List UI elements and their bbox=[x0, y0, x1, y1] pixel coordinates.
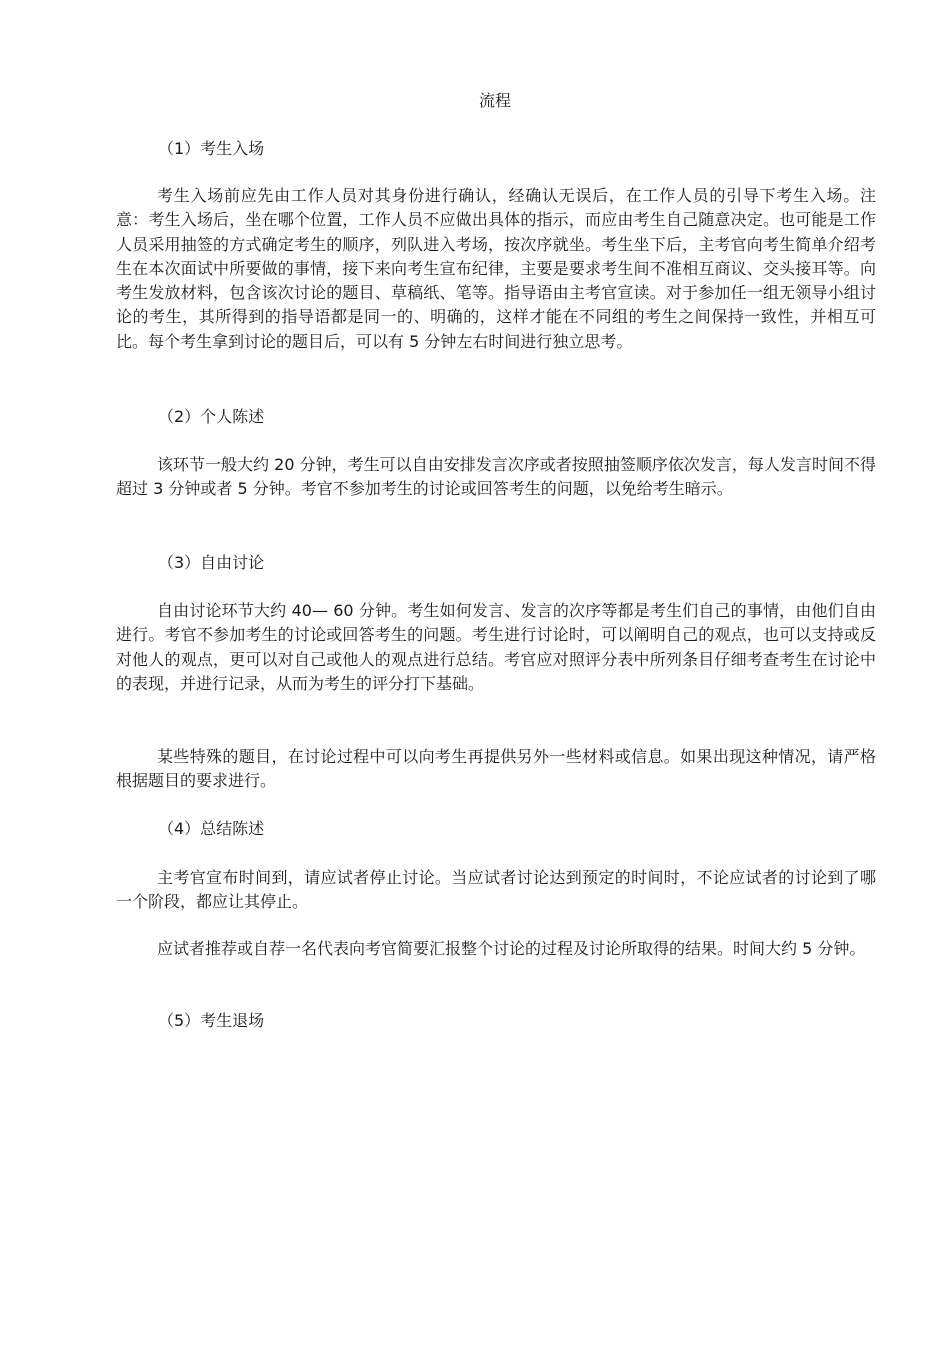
section-heading-summary: （4）总结陈述 bbox=[158, 819, 265, 838]
section-heading-entry: （1）考生入场 bbox=[158, 139, 265, 158]
section-heading-discussion: （3）自由讨论 bbox=[158, 553, 265, 572]
section-heading-exit: （5）考生退场 bbox=[158, 1011, 265, 1030]
paragraph-discussion: 自由讨论环节大约 40— 60 分钟。考生如何发言、发言的次序等都是考生们自己的事情，由他们自由进行。考官不参加考生的讨论或回答考生的问题。考生进行讨论时，可以阐明自己的观点，也可以支持或反对他人的观点，更可以对自己或他人的观点进行总结。考官应对照评分表中所列条目仔细考查考生在讨论中的表现，并进行记录，从而为考生的评分打下基础。 bbox=[116, 601, 876, 693]
paragraph-discussion-materials: 某些特殊的题目，在讨论过程中可以向考生再提供另外一些材料或信息。如果出现这种情况，请严格根据题目的要求进行。 bbox=[116, 747, 876, 791]
paragraph-statement: 该环节一般大约 20 分钟，考生可以自由安排发言次序或者按照抽签顺序依次发言，每人发言时间不得超过 3 分钟或者 5 分钟。考官不参加考生的讨论或回答考生的问题，以免给考生暗示。 bbox=[116, 455, 876, 499]
section-heading-statement: （2）个人陈述 bbox=[158, 407, 265, 426]
paragraph-summary: 主考官宣布时间到，请应试者停止讨论。当应试者讨论达到预定的时间时，不论应试者的讨论到了哪一个阶段，都应让其停止。 bbox=[116, 868, 876, 912]
paragraph-entry: 考生入场前应先由工作人员对其身份进行确认，经确认无误后，在工作人员的引导下考生入场。注意：考生入场后，坐在哪个位置，工作人员不应做出具体的指示，而应由考生自己随意决定。也可能是工作人员采用抽签的方式确定考生的顺序，列队进入考场，按次序就坐。考生坐下后，主考官向考生简单介绍考生在本次面试中所要做的事情，接下来向考生宣布纪律，主要是要求考生间不准相互商议、交头接耳等。向考生发放材料，包含该次讨论的题目、草稿纸、笔等。指导语由主考官宣读。对于参加任一组无领导小组讨论的考生，其所得到的指导语都是同一的、明确的，这样才能在不同组的考生之间保持一致性，并相互可比。每个考生拿到讨论的题目后，可以有 5 分钟左右时间进行独立思考。 bbox=[116, 186, 876, 351]
document-title: 流程 bbox=[478, 91, 511, 110]
paragraph-summary-report: 应试者推荐或自荐一名代表向考官简要汇报整个讨论的过程及讨论所取得的结果。时间大约 5 分钟。 bbox=[157, 939, 866, 958]
